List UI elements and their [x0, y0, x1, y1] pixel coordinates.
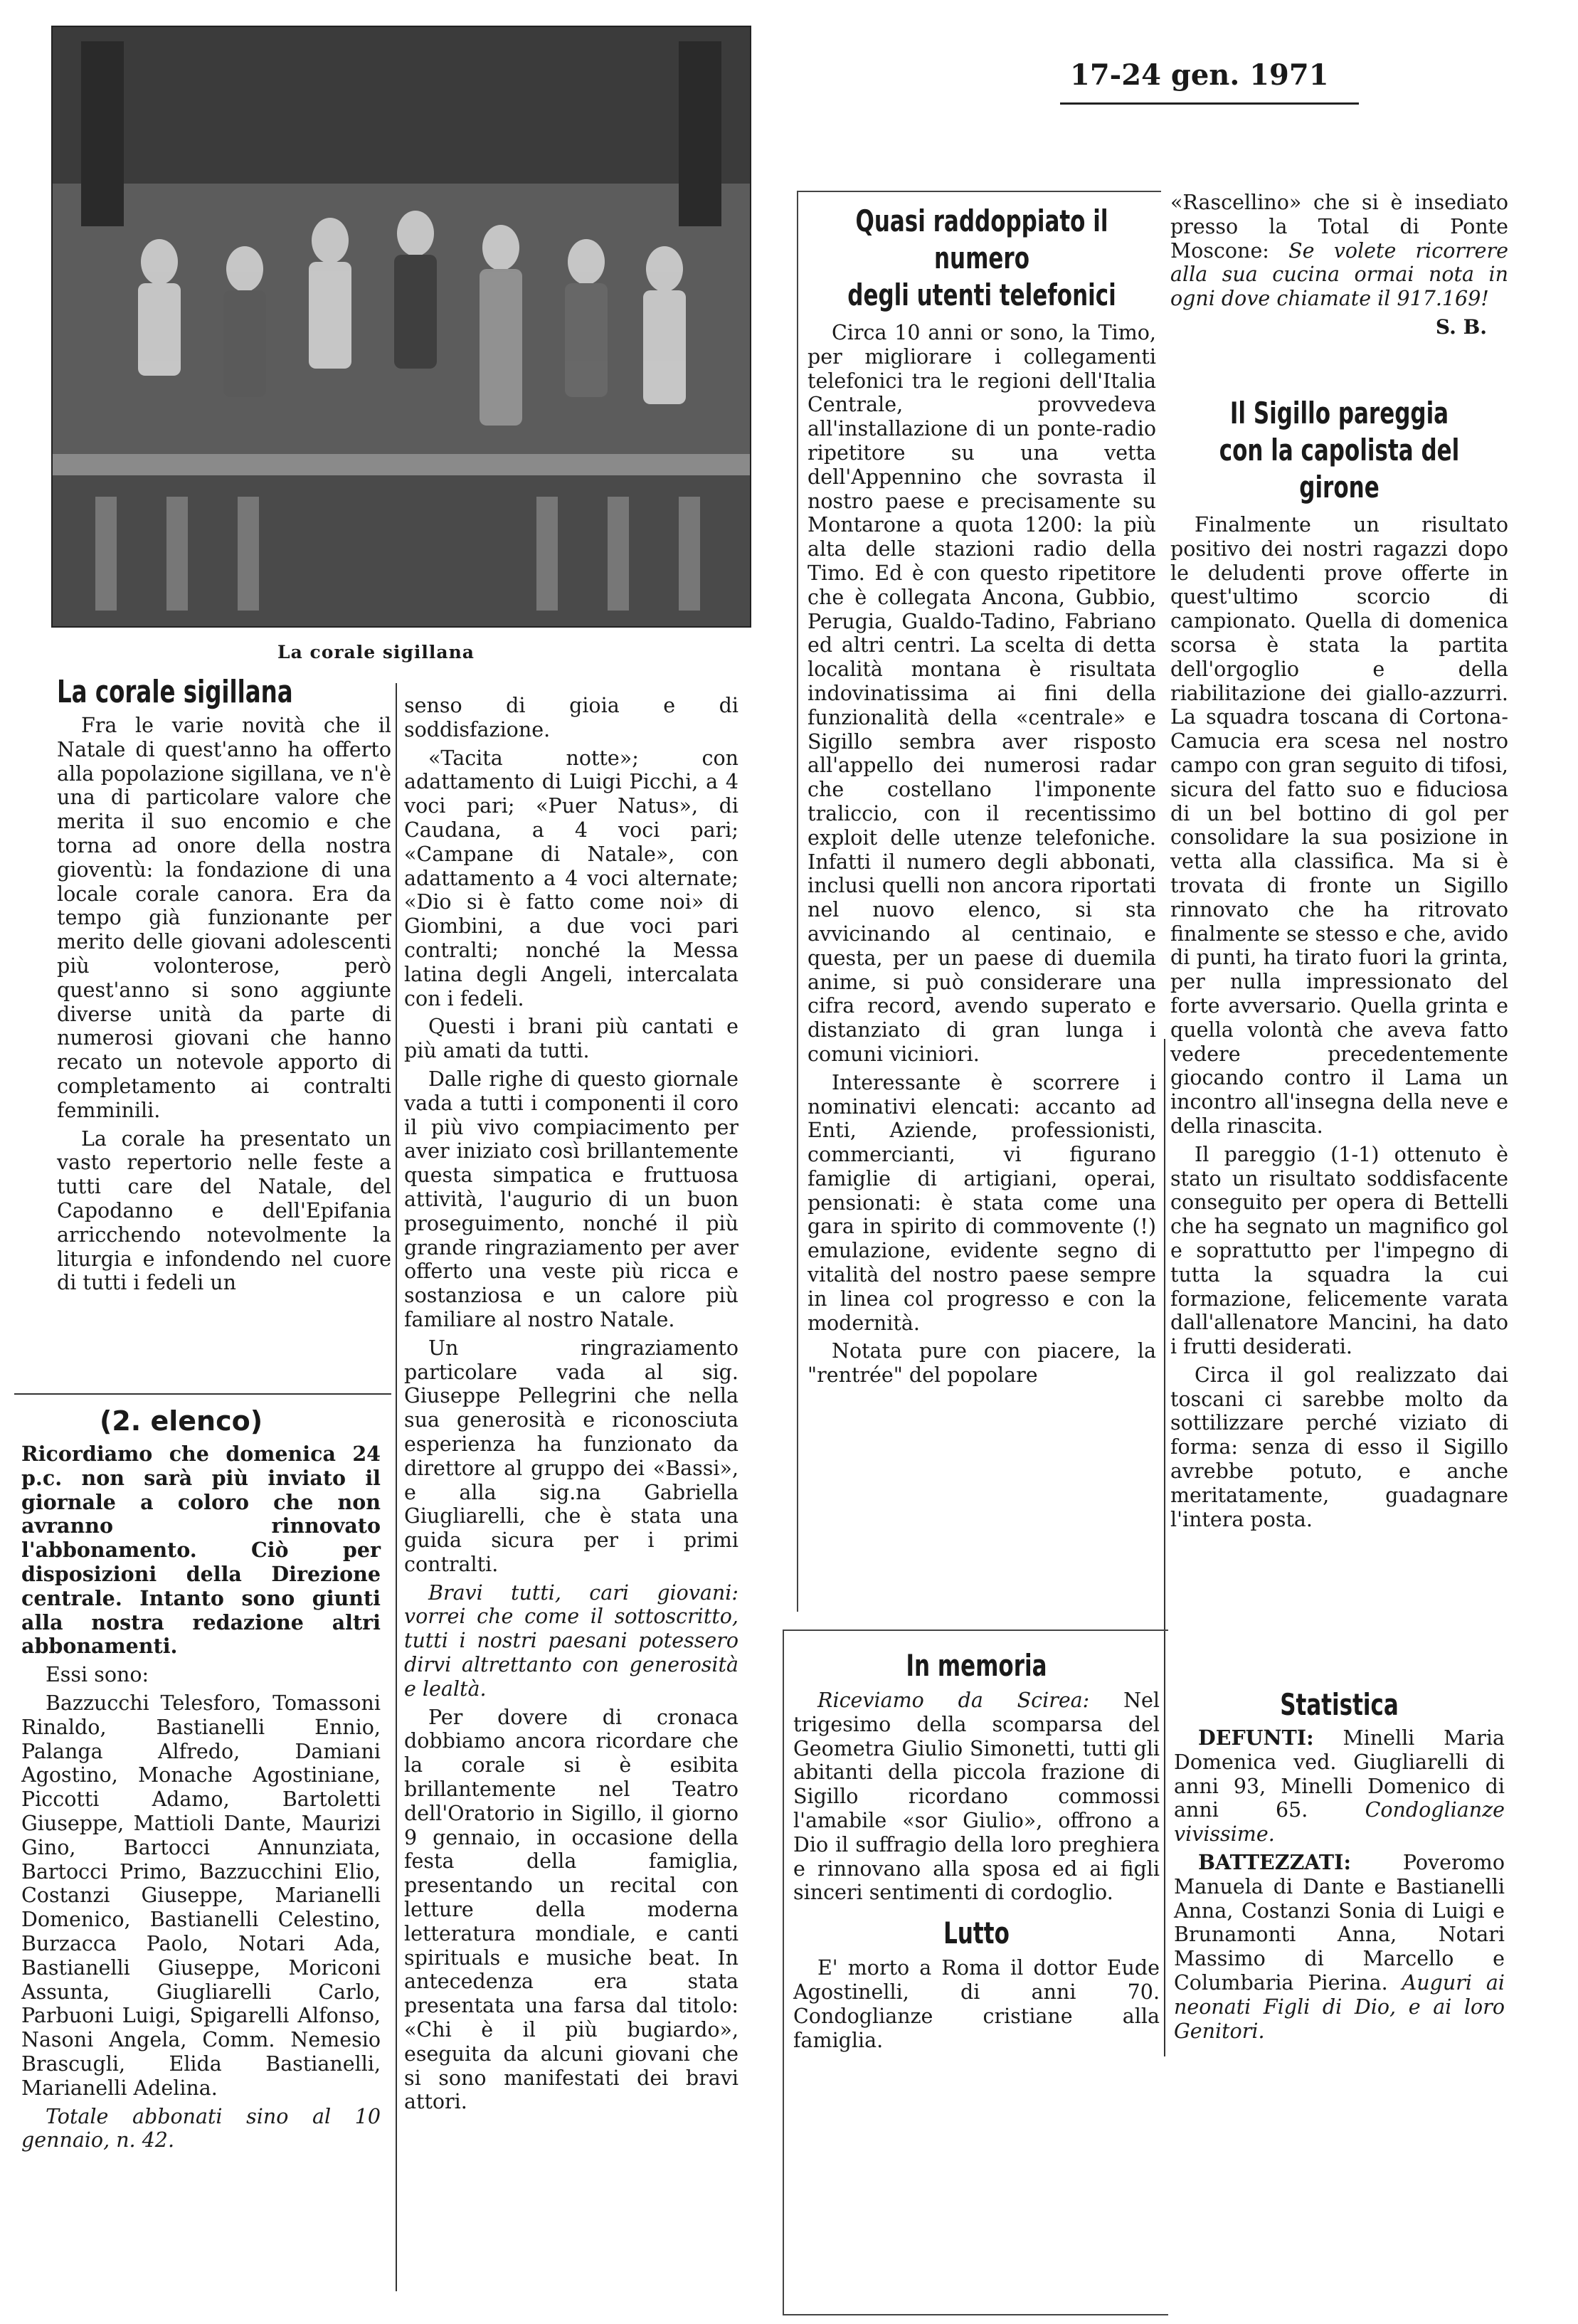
battezzati-text: Poveromo Manuela di Dante e Bastianelli Anna, Costanzi Sonia di Luigi e Brunamonti Anna, Notari Massimo di Marcello e Columbaria Pierina.	[1174, 1850, 1505, 1995]
corale-headline: La corale sigillana	[57, 674, 293, 710]
section-divider	[14, 1393, 391, 1395]
lutto-paragraph: E' morto a Roma il dottor Eude Agostinelli, di anni 70. Condoglianze cristiane alla famiglia.	[793, 1956, 1160, 2052]
sport-headline-1: Il Sigillo pareggia	[1229, 396, 1449, 431]
elenco-total: Totale abbonati sino al 10 gennaio, n. 42.	[21, 2104, 381, 2153]
defunti-label: DEFUNTI:	[1198, 1726, 1314, 1750]
memoria-intro: Riceviamo da Scirea:	[817, 1689, 1090, 1712]
battezzati-italic: Auguri ai neonati Figli di Dio, e ai loro Genitori.	[1174, 1970, 1505, 2043]
defunti-italic: Condoglianze vivissime.	[1174, 1798, 1505, 1847]
elenco-intro: Essi sono:	[46, 1663, 149, 1687]
corale-paragraph: senso di gioia e di soddisfazione.	[404, 694, 738, 741]
photo-caption: La corale sigillana	[277, 642, 475, 662]
statistica-headline: Statistica	[1280, 1687, 1399, 1722]
sport-paragraph: Circa il gol realizzato dai toscani ci sarebbe molto da sottilizzare perché viziato di forma: senza di esso il Sigillo avrebbe potuto, e anche meritatamente, guadagnare l'intera posta.	[1170, 1363, 1508, 1531]
telefoni-paragraph: Circa 10 anni or sono, la Timo, per migliorare i collegamenti telefonici tra le regioni dell'Italia Centrale, provvedeva all'installazione di un ponte-radio ripetitore su una vetta dell'Appennino che sovrasta il nostro paese e precisamente su Montarone a quota 1200: la più alta delle stazioni radio della Timo. Ed è con questo ripetitore che è collegata Ancona, Gubbio, Perugia, Gualdo-Tadino, Fabriano ed altri centri. La scelta di detta località montana è risultata indovinatissima ai fini della funzionalità della «centrale» e Sigillo sembra aver risposto all'appello dei numerosi radar che costellano l'imponente traliccio, con il recentissimo exploit delle utenze telefoniche. Infatti il numero degli abbonati, inclusi quelli non ancora riportati nel nuovo elenco, si sta avvicinando al centinaio, e questa, per un paese di duemila anime, si può considerare una cifra record, avendo superato e distanziato di gran lunga i comuni viciniori.	[807, 321, 1156, 1066]
telefoni-article	[807, 203, 1156, 1392]
corale-paragraph: Dalle righe di questo giornale vada a tutti i componenti il coro il più vivo compiacimento per aver iniziato così brillantemente questa simpatica e fruttuosa attività, l'augurio di un buon proseguimento, nonché il più grande ringraziamento per aver offerto una veste più ricca e sostanziosa e un calore più familiare al nostro Natale.	[404, 1067, 738, 1331]
corale-paragraph: Questi i brani più cantati e più amati da tutti.	[404, 1015, 738, 1063]
defunti-text: Minelli Maria Domenica ved. Giugliarelli di anni 93, Minelli Domenico di anni 65.	[1174, 1726, 1505, 1822]
elenco-headline: (2. elenco)	[100, 1405, 263, 1437]
memoria-article	[793, 1647, 1160, 2056]
corale-paragraph: Fra le varie novità che il Natale di quest'anno ha offerto alla popolazione sigillana, ve n'è una di particolare valore che merita il suo encomio e che torna ad onore della nostra gioventù: la fondazione di una locale corale canora. Era da tempo già funzionante per merito delle giovani adolescenti più volonterose, però quest'anno si sono aggiunte diverse unità da parte di numerosi giovani che hanno recato un notevole apporto di completamento ai contralti femminili.	[57, 714, 391, 1122]
sport-paragraph: Finalmente un risultato positivo dei nostri ragazzi dopo le deludenti prove offerte in quest'ultimo scorcio di campionato. Quella di domenica scorsa è stata la partita dell'orgoglio e della riabilitazione dei giallo-azzurri. La squadra toscana di Cortona-Camucia era scesa nel nostro campo con gran seguito di tifosi, sicura del fatto suo e fiduciosa di un bel bottino di gol per consolidare la sua posizione in vetta alla classifica. Ma si è trovata di fronte un Sigillo rinnovato che ha ritrovato finalmente se stesso e che, avido di punti, ha tirato fuori la grinta, per nulla impressionato del forte avversario. Quella grinta e quella volontà che aveva fatto vedere precedentemente giocando contro il Lama un incontro all'insegna della neve e della rinascita.	[1170, 513, 1508, 1138]
issue-date: 17-24 gen. 1971	[1070, 58, 1329, 92]
elenco-names: Bazzucchi Telesforo, Tomassoni Rinaldo, Bastianelli Ennio, Palanga Alfredo, Damiani Agostino, Monache Agostiniane, Piccotti Adamo, Bartoletti Giuseppe, Mattioli Dante, Maurizi Gino, Bartocci Annunziata, Bartocci Primo, Bazzucchini Elio, Costanzi Giuseppe, Marianelli Domenico, Bastianelli Celestino, Burzacca Paolo, Notari Ada, Bastianelli Giuseppe, Moriconi Assunta, Giugliarelli Carlo, Parbuoni Luigi, Spigarelli Alfonso, Nasoni Angela, Comm. Nemesio Brascugli, Elida Bastianelli, Marianelli Adelina.	[21, 1691, 381, 2100]
memoria-paragraph	[793, 1689, 1160, 1905]
corale-article-col2	[404, 694, 738, 2118]
corale-article-col1	[57, 672, 391, 1299]
statistica-article	[1174, 1686, 1505, 2047]
lutto-headline: Lutto	[943, 1916, 1010, 1951]
telefoni-paragraph: Notata pure con piacere, la "rentrée" del popolare	[807, 1339, 1156, 1388]
corale-paragraph: Un ringraziamento particolare vada al sig. Giuseppe Pellegrini che nella sua generosità e riconosciuta esperienza ha funzionato da direttore al gruppo dei «Bassi», e alla sig.na Gabriella Giugliarelli, che è stata una guida sicura per i primi contralti.	[404, 1336, 738, 1576]
telefoni-continuation	[1170, 191, 1508, 344]
telefoni-paragraph: Interessante è scorrere i nominativi elencati: accanto ad Enti, Aziende, professionisti, commercianti, vi figurano famiglie di artigiani, operai, pensionati: è stata come una gara in spirito di commovente (!) emulazione, evidente segno di vitalità del nostro paese sempre in linea col progresso e con la modernità.	[807, 1070, 1156, 1335]
elenco-notice: Ricordiamo che domenica 24 p.c. non sarà più inviato il giornale a coloro che non avranno rinnovato l'abbonamento. Ciò per disposizioni della Direzione centrale. Intanto sono giunti alla nostra redazione altri abbonamenti.	[21, 1442, 381, 1659]
telefoni-cont-paragraph	[1170, 191, 1508, 311]
memoria-text: Nel trigesimo della scomparsa del Geometra Giulio Simonetti, tutti gli abitanti della piccola frazione di Sigillo ricordano commossi l'amabile «sor Giulio», offrono a Dio il suffragio della loro preghiera e rinnovano alla sposa ed ai figli sinceri sentimenti di cordoglio.	[793, 1689, 1160, 1905]
corale-paragraph: «Tacita notte»; con adattamento di Luigi Picchi, a 4 voci pari; «Puer Natus», di Caudana, a 4 voci pari; «Campane di Natale», con adattamento a 4 voci alternate; «Dio si è fatto come noi» di Giombini, a due voci pari contralti; nonché la Messa latina degli Angeli, intercalata con i fedeli.	[404, 746, 738, 1010]
battezzati-label: BATTEZZATI:	[1198, 1849, 1351, 1874]
memoria-headline: In memoria	[906, 1648, 1047, 1683]
date-underline	[1060, 102, 1359, 105]
column-divider	[396, 683, 397, 2291]
elenco-article	[21, 1405, 381, 2157]
telefoni-headline-1: Quasi raddoppiato il numero	[855, 204, 1108, 275]
corale-paragraph: Bravi tutti, cari giovani: vorrei che come il sottoscritto, tutti i nostri paesani potessero dirvi altrettanto con generosità e lealtà.	[404, 1580, 738, 1701]
choir-photo	[51, 26, 751, 628]
telefoni-signature: S. B.	[1435, 315, 1487, 339]
sport-article	[1170, 395, 1508, 1536]
sport-headline-2: con la capolista del girone	[1219, 433, 1460, 505]
sport-paragraph: Il pareggio (1-1) ottenuto è stato un risultato soddisfacente conseguito per opera di Bettelli che ha segnato un magnifico gol e soprattutto per l'impegno di tutta la squadra la cui formazione, felicemente varata dall'allenatore Mancini, ha dato i frutti desiderati.	[1170, 1142, 1508, 1359]
corale-paragraph: Per dovere di cronaca dobbiamo ancora ricordare che la corale si è esibita brillantemente nel Teatro dell'Oratorio in Sigillo, il giorno 9 gennaio, in occasione della festa della famiglia, presentando un recital con letture della moderna letteratura mondiale, e canti spirituals e musiche beat. In antecedenza era stata presentata una farsa dal titolo: «Chi è il più bugiardo», eseguita da alcuni giovani che si sono manifestati dei bravi attori.	[404, 1705, 738, 2114]
corale-paragraph: La corale ha presentato un vasto repertorio nelle feste a tutti care del Natale, del Capodanno e dell'Epifania arricchendo notevolmente la liturgia e infondendo nel cuore di tutti i fedeli un	[57, 1126, 391, 1295]
telefoni-headline-2: degli utenti telefonici	[847, 278, 1116, 312]
telefoni-cont-text: «Rascellino» che si è insediato presso la Total di Ponte Moscone:	[1170, 191, 1508, 263]
telefoni-cont-italic: Se volete ricorrere alla sua cucina ormai nota in ogni dove chiamate il 917.169!	[1170, 238, 1509, 311]
statistica-defunti	[1174, 1726, 1505, 1847]
statistica-battezzati	[1174, 1851, 1505, 2043]
